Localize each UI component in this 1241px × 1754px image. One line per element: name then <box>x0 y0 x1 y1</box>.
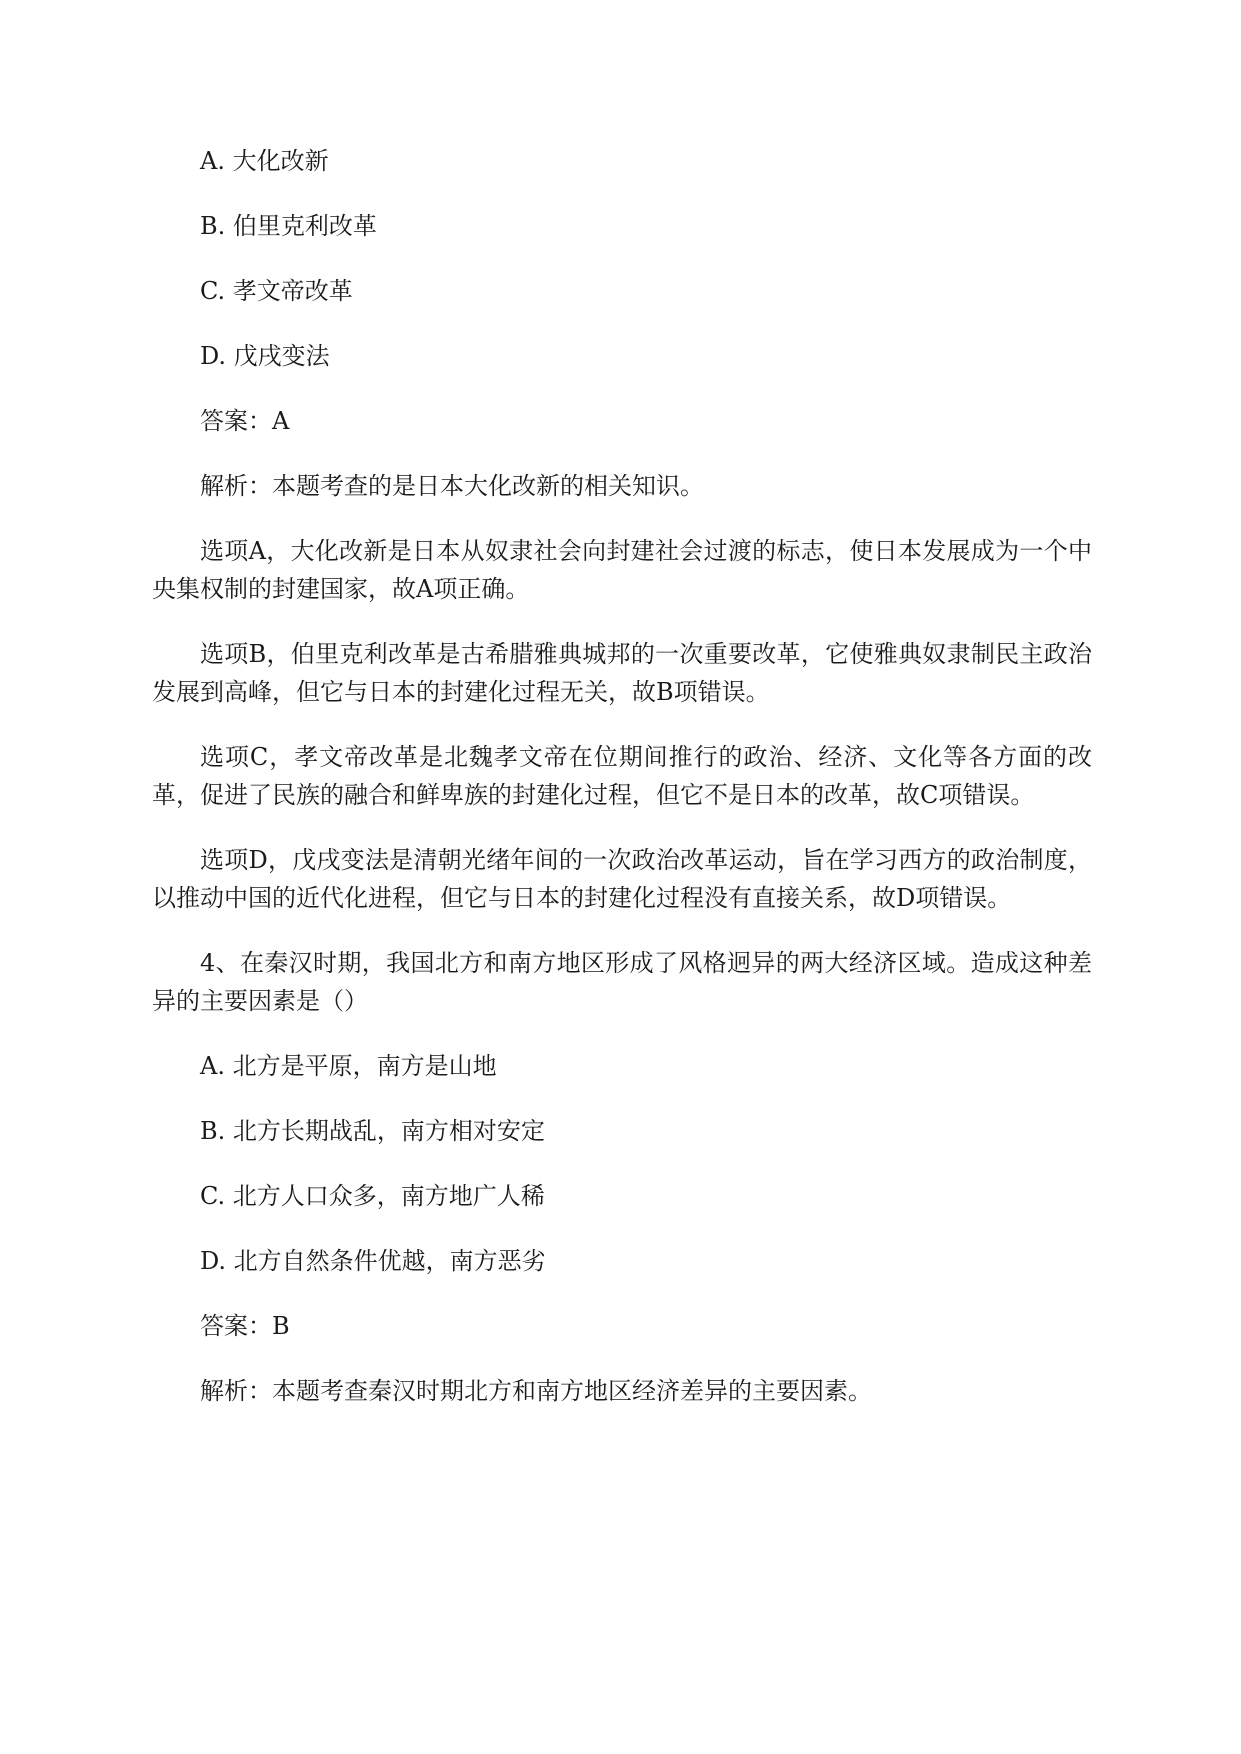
document-page <box>152 142 1092 1437</box>
q4-option-c: C. 北方人口众多，南方地广人稀 <box>200 1182 545 1210</box>
q3-option-b: B. 伯里克利改革 <box>200 212 377 240</box>
q4-question: 4、在秦汉时期，我国北方和南方地区形成了风格迥异的两大经济区域。造成这种差异的主要因素是（） <box>152 949 1092 1015</box>
q3-explanation-c: 选项C，孝文帝改革是北魏孝文帝在位期间推行的政治、经济、文化等各方面的改革，促进了民族的融合和鲜卑族的封建化过程，但它不是日本的改革，故C项错误。 <box>152 743 1092 809</box>
q4-option-d: D. 北方自然条件优越，南方恶劣 <box>200 1247 546 1275</box>
q3-option-c: C. 孝文帝改革 <box>200 277 353 305</box>
q3-option-d: D. 戊戌变法 <box>200 342 330 370</box>
q4-option-b: B. 北方长期战乱，南方相对安定 <box>200 1117 545 1145</box>
q3-option-a: A. 大化改新 <box>200 147 329 175</box>
q4-analysis: 解析：本题考查秦汉时期北方和南方地区经济差异的主要因素。 <box>200 1377 872 1405</box>
q3-explanation-a: 选项A，大化改新是日本从奴隶社会向封建社会过渡的标志，使日本发展成为一个中央集权制的封建国家，故A项正确。 <box>152 537 1092 603</box>
q4-answer: 答案：B <box>200 1312 290 1340</box>
q4-option-a: A. 北方是平原，南方是山地 <box>200 1052 497 1080</box>
q3-answer: 答案：A <box>200 407 290 435</box>
q3-explanation-d: 选项D，戊戌变法是清朝光绪年间的一次政治改革运动，旨在学习西方的政治制度，以推动中国的近代化进程，但它与日本的封建化过程没有直接关系，故D项错误。 <box>152 846 1092 912</box>
q3-analysis: 解析：本题考查的是日本大化改新的相关知识。 <box>200 472 704 500</box>
q3-explanation-b: 选项B，伯里克利改革是古希腊雅典城邦的一次重要改革，它使雅典奴隶制民主政治发展到高峰，但它与日本的封建化过程无关，故B项错误。 <box>152 640 1092 706</box>
